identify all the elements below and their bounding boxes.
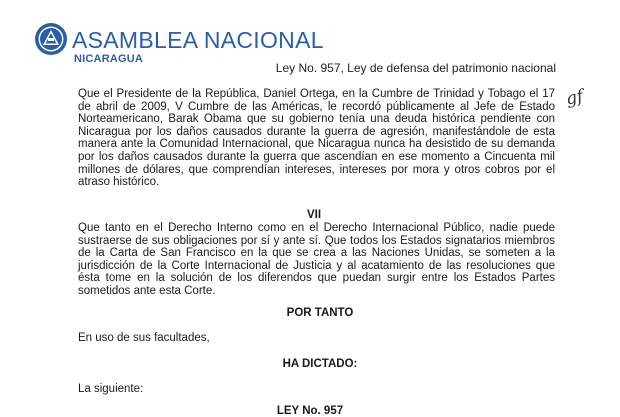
paragraph-whereas-1: Que el Presidente de la República, Daniel Ortega, en la Cumbre de Trinidad y Tobago el 17 de abril de 2009, V Cumbre de las Américas, le recordó públicamente al Jefe de Estado Norteamericano, Barak Obama que su gobierno tenía una deuda histórica pendiente con Nicaragua por los daños causados durante la guerra de agresión, manifestándole de esta manera ante la Comunidad Internacional, que Nicaragua nunca ha desistido de su demanda por los daños causados durante la guerra que ascendían en ese momento a Cincuenta mil millones de dólares, que comprendían intereses, intereses por mora y otros cobros por el atraso histórico.	[78, 88, 555, 189]
text-la-siguiente: La siguiente:	[78, 383, 144, 395]
heading-ha-dictado: HA DICTADO:	[282, 358, 358, 370]
paragraph-whereas-2: Que tanto en el Derecho Interno como en el Derecho Internacional Público, nadie puede sustraerse de sus obligaciones por sí y ante sí. Que todos los Estados signatarios miembros de la Carta de San Francisco en la que se crea a las Naciones Unidas, se someten a la jurisdicción de la Corte Internacional de Justicia y al acatamiento de las resoluciones que ésta tome en la solución de los diferendos que puedan surgir entre los Estados Partes sometidos ante esta Corte.	[78, 222, 555, 297]
law-title: Ley No. 957, Ley de defensa del patrimonio nacional	[275, 61, 556, 75]
handwritten-initials: gf	[564, 86, 586, 110]
law-heading-cut: LEY No. 957	[276, 405, 344, 417]
assembly-title: ASAMBLEA NACIONAL	[72, 27, 324, 53]
assembly-subtitle: NICARAGUA	[74, 53, 144, 65]
section-heading-vii: VII	[306, 209, 322, 221]
heading-por-tanto: POR TANTO	[286, 307, 354, 319]
text-uso-facultades: En uso de sus facultades,	[78, 332, 210, 344]
nicaragua-coat-of-arms-icon	[34, 22, 68, 56]
